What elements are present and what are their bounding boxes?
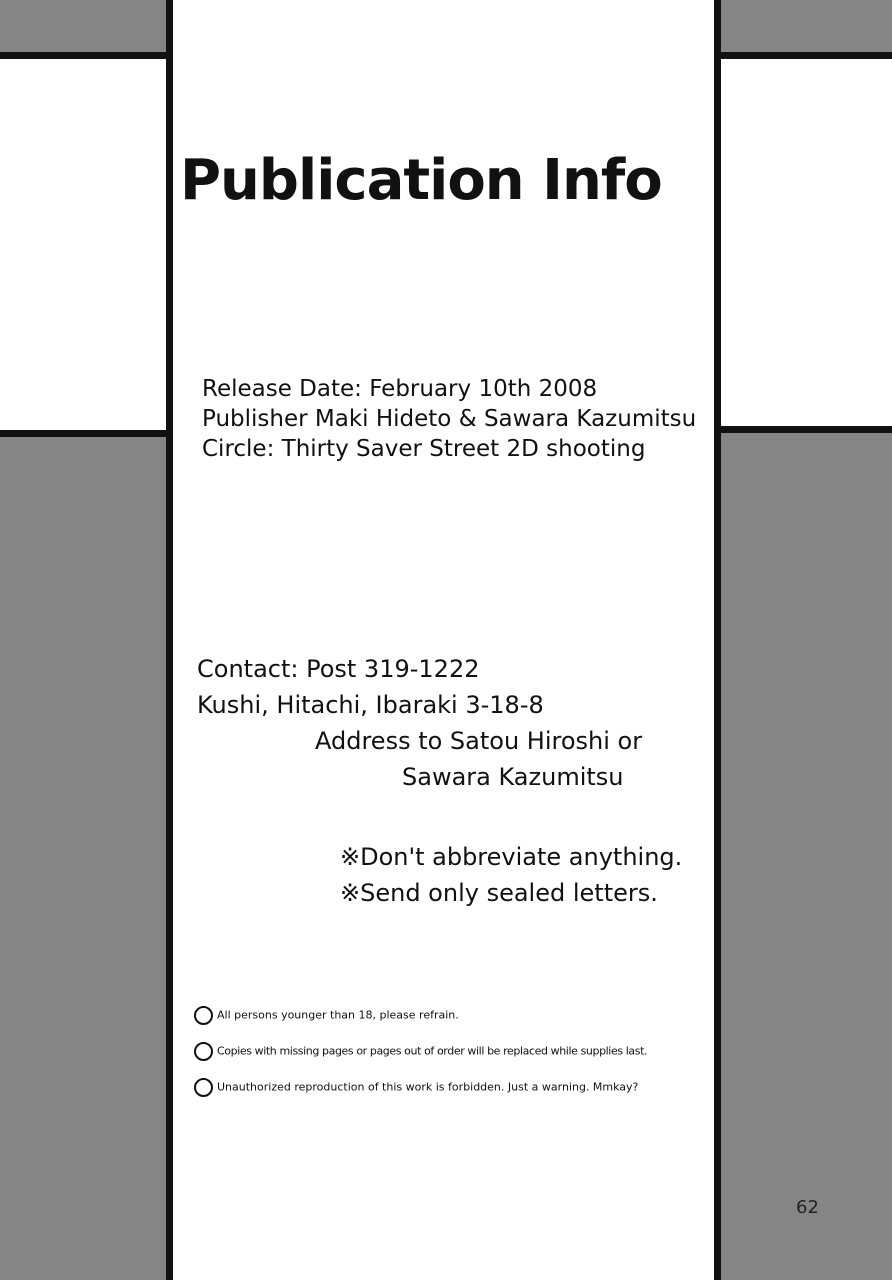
center-border-left	[166, 0, 173, 1280]
warning-text: Copies with missing pages or pages out of order will be replaced while supplies last.	[217, 1044, 648, 1058]
left-bottom-panel	[0, 437, 166, 1280]
contact-post: Contact: Post 319-1222	[197, 655, 480, 683]
circle-icon	[194, 1078, 213, 1097]
center-border-right	[714, 0, 721, 1280]
warning-text: Unauthorized reproduction of this work is forbidden. Just a warning. Mmkay?	[217, 1080, 639, 1094]
contact-recipient: Address to Satou Hiroshi or	[315, 727, 643, 755]
note-abbreviate: ※Don't abbreviate anything.	[340, 843, 683, 871]
right-top-panel	[721, 0, 892, 52]
right-white-panel	[721, 59, 892, 426]
left-divider	[0, 430, 170, 437]
circle-icon	[194, 1006, 213, 1025]
circle: Circle: Thirty Saver Street 2D shooting	[202, 436, 646, 462]
warning-copies	[194, 1042, 647, 1061]
contact-address: Kushi, Hitachi, Ibaraki 3-18-8	[197, 691, 544, 719]
warning-reproduction	[194, 1078, 638, 1097]
warning-age	[194, 1006, 459, 1025]
right-divider	[721, 426, 892, 433]
right-bottom-panel	[721, 433, 892, 1280]
left-white-panel	[0, 59, 166, 430]
page-number: 62	[796, 1197, 819, 1218]
left-divider	[0, 52, 170, 59]
warning-text: All persons younger than 18, please refrain.	[217, 1008, 459, 1022]
note-sealed: ※Send only sealed letters.	[340, 879, 658, 907]
circle-icon	[194, 1042, 213, 1061]
release-date: Release Date: February 10th 2008	[202, 376, 598, 402]
publisher: Publisher Maki Hideto & Sawara Kazumitsu	[202, 406, 697, 432]
page-title: Publication Info	[180, 148, 662, 213]
left-top-panel	[0, 0, 166, 52]
right-divider	[721, 52, 892, 59]
contact-recipient-2: Sawara Kazumitsu	[402, 763, 624, 791]
